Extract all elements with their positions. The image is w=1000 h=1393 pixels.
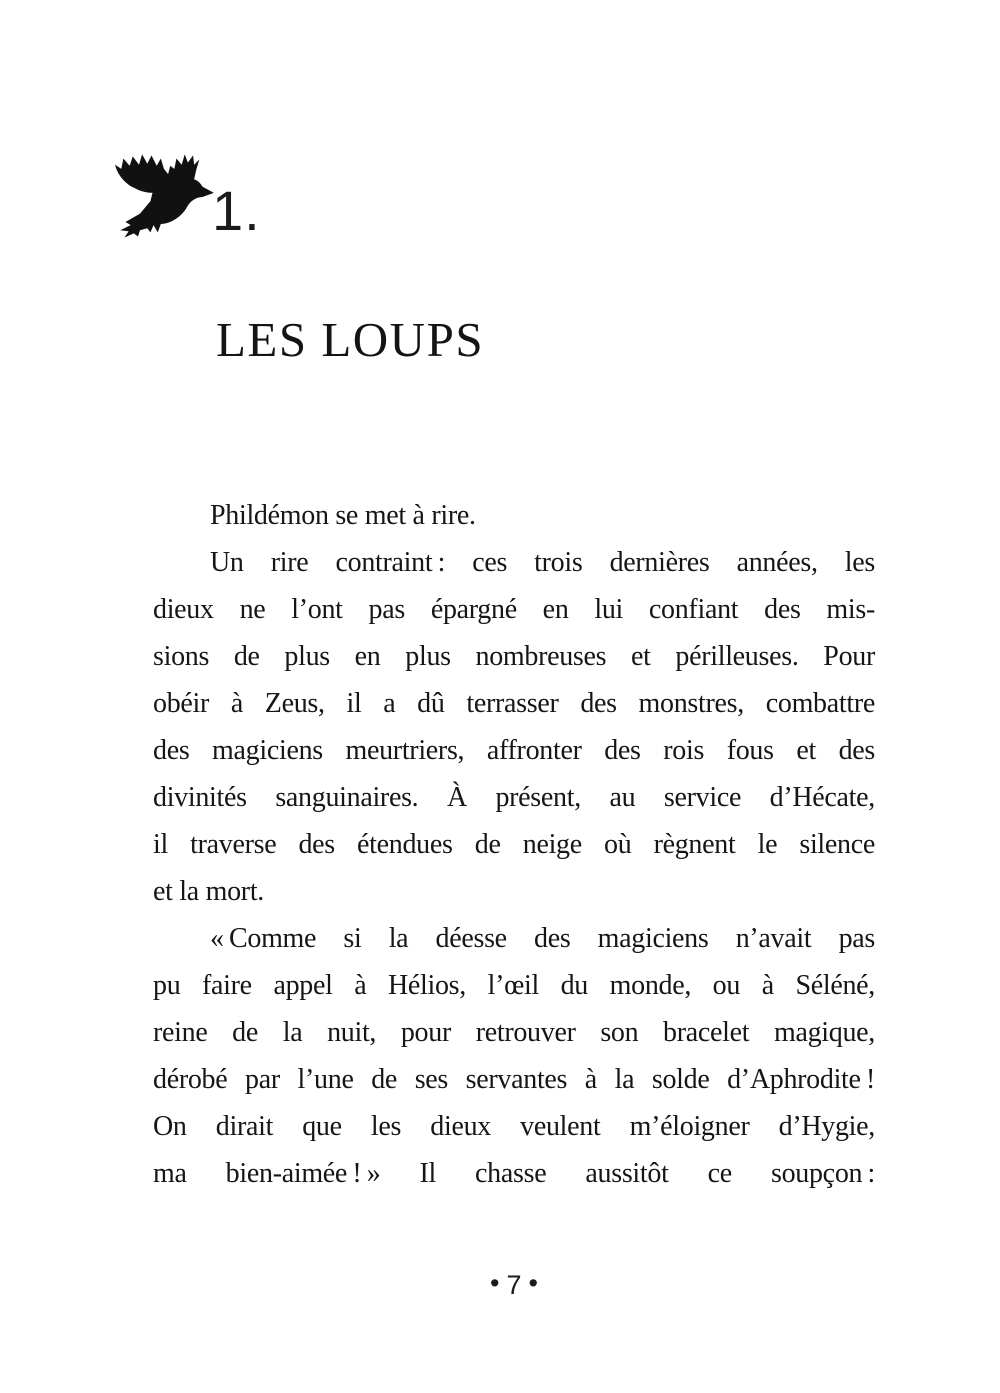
chapter-number: 1. [212,179,261,242]
text-line: Un rire contraint : ces trois dernières années, les [210,547,875,578]
folio-dot-right: • [528,1268,538,1298]
page-footer [153,1270,875,1301]
text-line: divinités sanguinaires. À présent, au service d’Hécate, [153,782,875,813]
text-line: « Comme si la déesse des magiciens n’avait pas [210,923,875,954]
text-line: Phildémon se met à rire. [210,500,476,531]
chapter-title: LES LOUPS [216,312,485,367]
page-number: 7 [506,1270,522,1300]
text-line: pu faire appel à Hélios, l’œil du monde, ou à Séléné, [153,970,875,1001]
text-line: On dirait que les dieux veulent m’éloigner d’Hygie, [153,1111,875,1142]
folio-dot-left: • [490,1268,500,1298]
text-line: sions de plus en plus nombreuses et périlleuses. Pour [153,641,875,672]
text-line: obéir à Zeus, il a dû terrasser des monstres, combattre [153,688,875,719]
text-line: ma bien-aimée ! » Il chasse aussitôt ce soupçon : [153,1158,875,1189]
text-line: il traverse des étendues de neige où règnent le silence [153,829,875,860]
text-line: des magiciens meurtriers, affronter des rois fous et des [153,735,875,766]
text-line: reine de la nuit, pour retrouver son bracelet magique, [153,1017,875,1048]
flying-bird-icon [113,153,217,241]
text-line: dérobé par l’une de ses servantes à la solde d’Aphrodite ! [153,1064,875,1095]
body-text [153,492,875,1197]
paragraph [153,915,875,1197]
paragraph [153,492,875,539]
text-line: et la mort. [153,876,264,907]
paragraph [153,539,875,915]
text-line: dieux ne l’ont pas épargné en lui confiant des mis- [153,594,875,625]
